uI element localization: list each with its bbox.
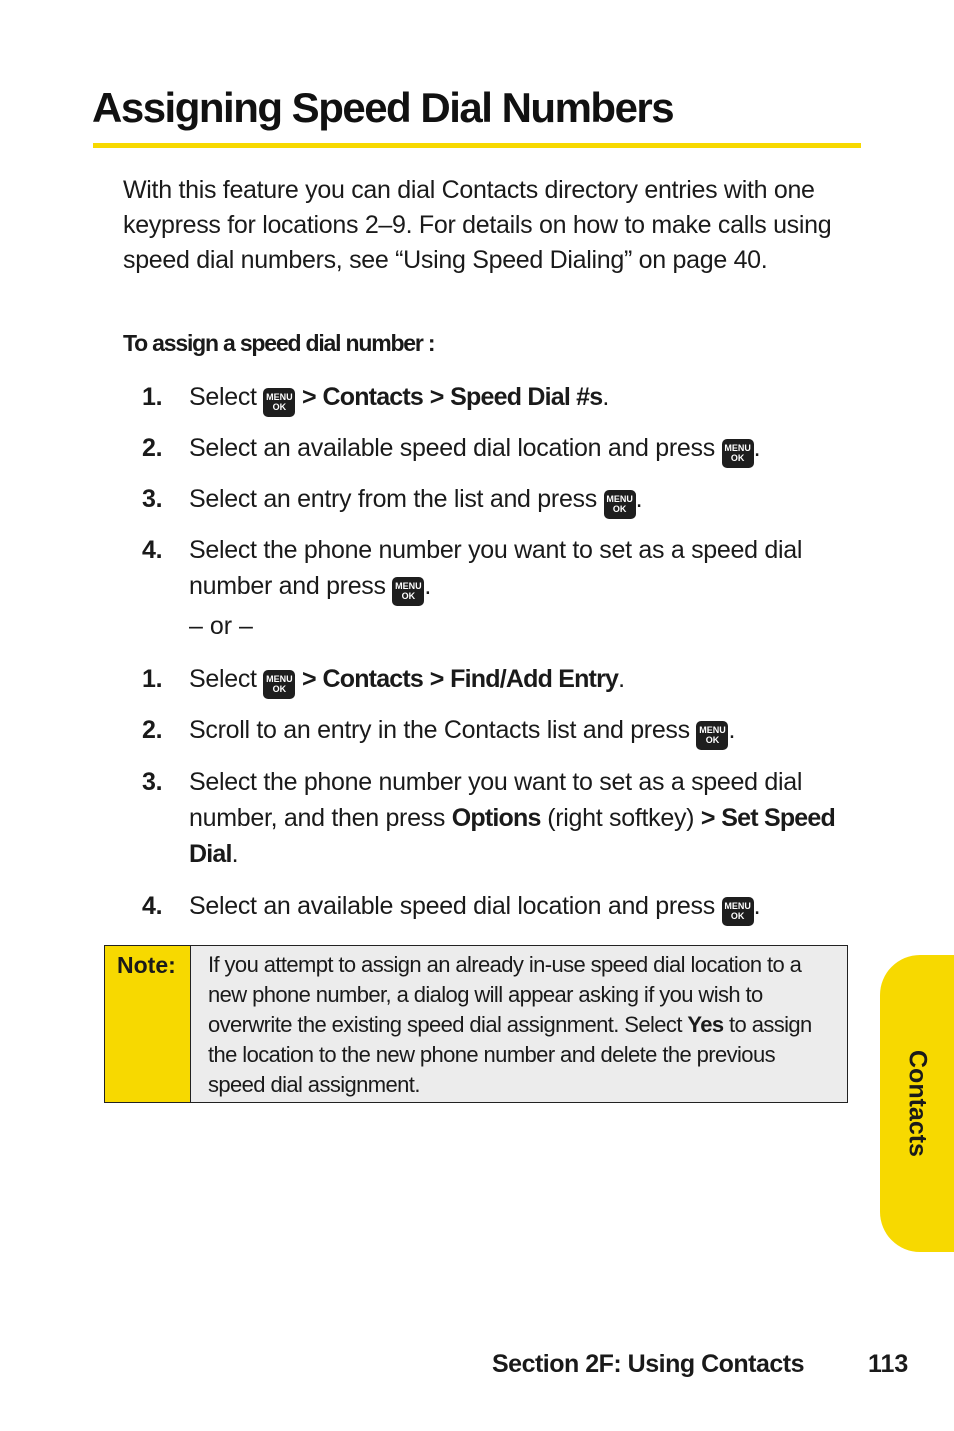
step-b-2: 2. Scroll to an entry in the Contacts list and press MENU OK . (142, 712, 862, 750)
note-label: Note: (105, 946, 191, 1102)
menu-ok-key-icon: MENU OK (392, 577, 424, 606)
procedure-heading: To assign a speed dial number : (123, 330, 435, 356)
step-text: Select (189, 665, 257, 693)
step-text: Select (189, 383, 257, 411)
menu-path-contacts: Contacts (322, 383, 424, 411)
step-text: Select an available speed dial location and press (189, 892, 715, 920)
step-number: 4. (142, 892, 163, 920)
menu-path-separator: > (429, 383, 444, 411)
or-separator: – or – (189, 612, 253, 640)
step-number: 1. (142, 665, 163, 693)
menu-path-set-speed-dial: Set Speed Dial (189, 804, 835, 868)
menu-path-separator: > (700, 804, 715, 832)
step-a-4: 4. Select the phone number you want to set as a speed dial number and press MENU OK . (142, 532, 842, 606)
menu-path-separator: > (429, 665, 444, 693)
intro-paragraph: With this feature you can dial Contacts directory entries with one keypress for locations 2–9. For details on how to make calls using speed dial numbers, see “Using Speed Dialing” on page 40. (123, 176, 832, 274)
step-text: Select the phone number you want to set as a speed dial number and press (189, 536, 803, 600)
step-b-3: 3. Select the phone number you want to set as a speed dial number, and then press Options (right softkey) > Set Speed Dial. (142, 764, 862, 872)
menu-ok-key-icon: MENU OK (722, 897, 754, 926)
step-number: 2. (142, 716, 163, 744)
step-text: Select the phone number you want to set as a speed dial number, and then press (189, 768, 803, 832)
step-number: 1. (142, 383, 163, 411)
menu-ok-key-icon: MENU OK (604, 490, 636, 519)
section-side-tab (880, 955, 954, 1252)
step-text: (right softkey) (547, 804, 695, 832)
menu-path-separator: > (302, 383, 316, 411)
menu-ok-key-icon: MENU OK (722, 439, 754, 468)
step-b-4: 4. Select an available speed dial location and press MENU OK . (142, 888, 862, 926)
step-text: Scroll to an entry in the Contacts list and press (189, 716, 690, 744)
menu-path-speed-dial: Speed Dial #s (450, 383, 603, 411)
options-softkey-label: Options (451, 804, 541, 832)
menu-path-contacts: Contacts (322, 665, 424, 693)
menu-ok-key-icon: MENU OK (696, 721, 728, 750)
step-number: 3. (142, 485, 163, 513)
side-tab-label: Contacts (903, 1050, 932, 1157)
note-text: If you attempt to assign an already in-use speed dial location to a new phone number, a dialog will appear asking if you wish to overwrite the existing speed dial assignment. Select Yes to assign the location to the new phone number and delete the previous speed dial assignment. (191, 946, 847, 1102)
step-number: 2. (142, 434, 163, 462)
step-a-3: 3. Select an entry from the list and press MENU OK . (142, 481, 862, 519)
menu-path-find-add-entry: Find/Add Entry (450, 665, 619, 693)
step-number: 4. (142, 536, 163, 564)
menu-ok-key-icon: MENU OK (263, 670, 295, 699)
step-number: 3. (142, 768, 163, 796)
page-number: 113 (868, 1350, 909, 1378)
page-title: Assigning Speed Dial Numbers (92, 84, 674, 131)
step-b-1: 1. Select MENU OK > Contacts > Find/Add Entry. (142, 661, 862, 699)
note-yes-option: Yes (687, 1012, 724, 1037)
step-text: Select an available speed dial location and press (189, 434, 715, 462)
menu-path-separator: > (302, 665, 316, 693)
footer-section-title: Section 2F: Using Contacts (492, 1350, 805, 1378)
step-a-1: 1. Select MENU OK > Contacts > Speed Dial #s. (142, 379, 862, 417)
step-a-2: 2. Select an available speed dial location and press MENU OK . (142, 430, 862, 468)
note-box (104, 945, 848, 1103)
title-divider (93, 143, 861, 148)
menu-ok-key-icon: MENU OK (263, 388, 295, 417)
step-text: Select an entry from the list and press (189, 485, 597, 513)
